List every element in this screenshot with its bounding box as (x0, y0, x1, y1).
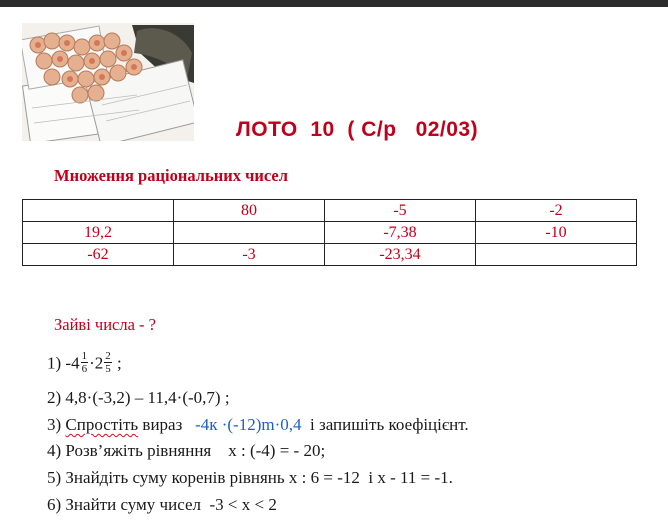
fraction-2 (104, 350, 112, 375)
fraction-1-denominator: 6 (81, 363, 88, 375)
task-2: 2) 4,8·(-3,2) – 11,4·(-0,7) ; (47, 388, 230, 407)
task-1-prefix: 1) -4 (47, 353, 80, 373)
task-3 (47, 415, 469, 435)
page-title: ЛОТО 10 ( С/р 02/03) (236, 118, 479, 141)
task-3-expression: -4к ·(-12)m·0,4 (195, 415, 302, 434)
table-cell: 19,2 (23, 222, 174, 244)
task-1-end: ; (112, 353, 122, 373)
task-3-end: і запишіть коефіцієнт. (301, 415, 469, 434)
table-cell: -3 (174, 244, 325, 266)
section-subtitle: Множення раціональних чисел (54, 166, 289, 185)
task-1 (47, 352, 122, 377)
table-cell: -2 (476, 200, 637, 222)
numbers-table (22, 199, 637, 266)
extra-numbers-label: Зайві числа - ? (54, 315, 156, 334)
table-cell: -23,34 (325, 244, 476, 266)
table-cell: 80 (174, 200, 325, 222)
top-bar (0, 0, 668, 7)
lotto-image (22, 23, 194, 141)
fraction-1 (81, 350, 89, 375)
fraction-1-numerator: 1 (81, 350, 88, 362)
table-row (23, 244, 637, 266)
table-cell: -10 (476, 222, 637, 244)
task-4: 4) Розв’яжіть рівняння х : (-4) = - 20; (47, 441, 326, 460)
task-6: 6) Знайти суму чисел -3 < x < 2 (47, 495, 277, 514)
table-cell (174, 222, 325, 244)
table-cell (476, 244, 637, 266)
table-row (23, 222, 637, 244)
task-3-verb: Спростіть (65, 415, 139, 434)
fraction-2-numerator: 2 (105, 350, 111, 362)
fraction-2-denominator: 5 (105, 363, 111, 375)
task-3-middle: вираз (138, 415, 196, 434)
table-cell: -7,38 (325, 222, 476, 244)
task-3-prefix: 3) (47, 415, 66, 434)
table-cell: -62 (23, 244, 174, 266)
task-5: 5) Знайдіть суму коренів рівнянь х : 6 = -12 і х - 11 = -1. (47, 468, 453, 487)
table-cell: -5 (325, 200, 476, 222)
table-row (23, 200, 637, 222)
table-cell (23, 200, 174, 222)
task-1-middle: ·2 (89, 353, 104, 373)
